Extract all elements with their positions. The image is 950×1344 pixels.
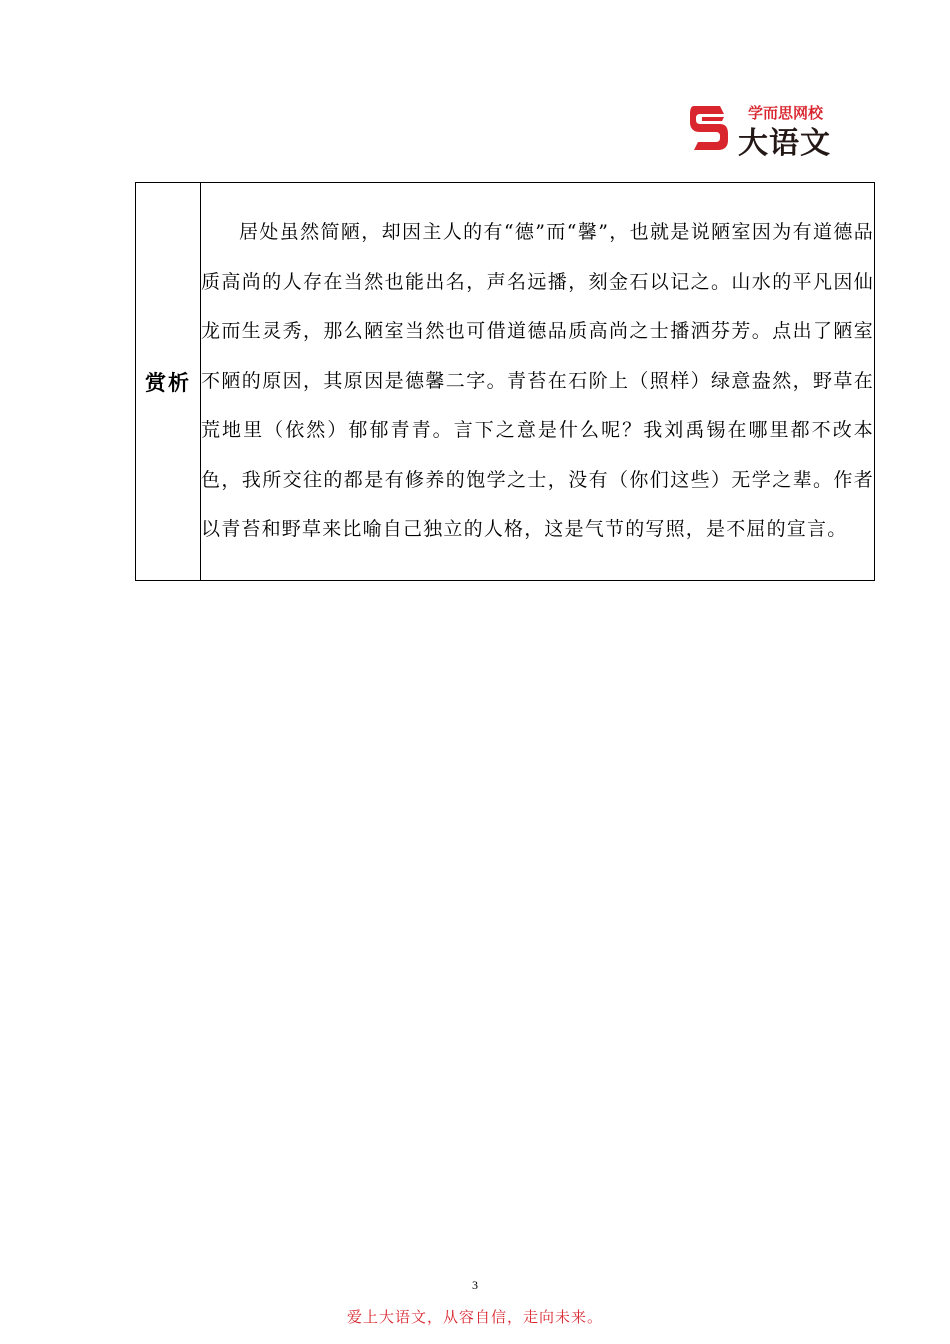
logo-subtitle: 学而思网校 bbox=[748, 104, 824, 122]
analysis-paragraph: 居处虽然简陋，却因主人的有“德”而“馨”，也就是说陋室因为有道德品质高尚的人存在当然也能出名，声名远播，刻金石以记之。山水的平凡因仙龙而生灵秀，那么陋室当然也可借道德品质高尚之士播洒芬芳。点出了陋室不陋的原因，其原因是德馨二字。青苔在石阶上（照样）绿意盎然，野草在荒地里（依然）郁郁青青。言下之意是什么呢？我刘禹锡在哪里都不改本色，我所交往的都是有修养的饱学之士，没有（你们这些）无学之辈。作者以青苔和野草来比喻自己独立的人格，这是气节的写照，是不屈的宣言。 bbox=[201, 221, 874, 541]
analysis-label-cell bbox=[136, 183, 201, 581]
analysis-label: 赏析 bbox=[145, 369, 191, 395]
analysis-row bbox=[136, 183, 875, 581]
logo-mark-icon bbox=[690, 100, 736, 154]
logo-title: 大语文 bbox=[738, 126, 831, 161]
footer-slogan: 爱上大语文，从容自信，走向未来。 bbox=[346, 1308, 603, 1326]
analysis-body-cell bbox=[201, 183, 875, 581]
brand-logo bbox=[690, 98, 840, 161]
page-number: 3 bbox=[472, 1278, 478, 1292]
analysis-table bbox=[135, 182, 875, 581]
